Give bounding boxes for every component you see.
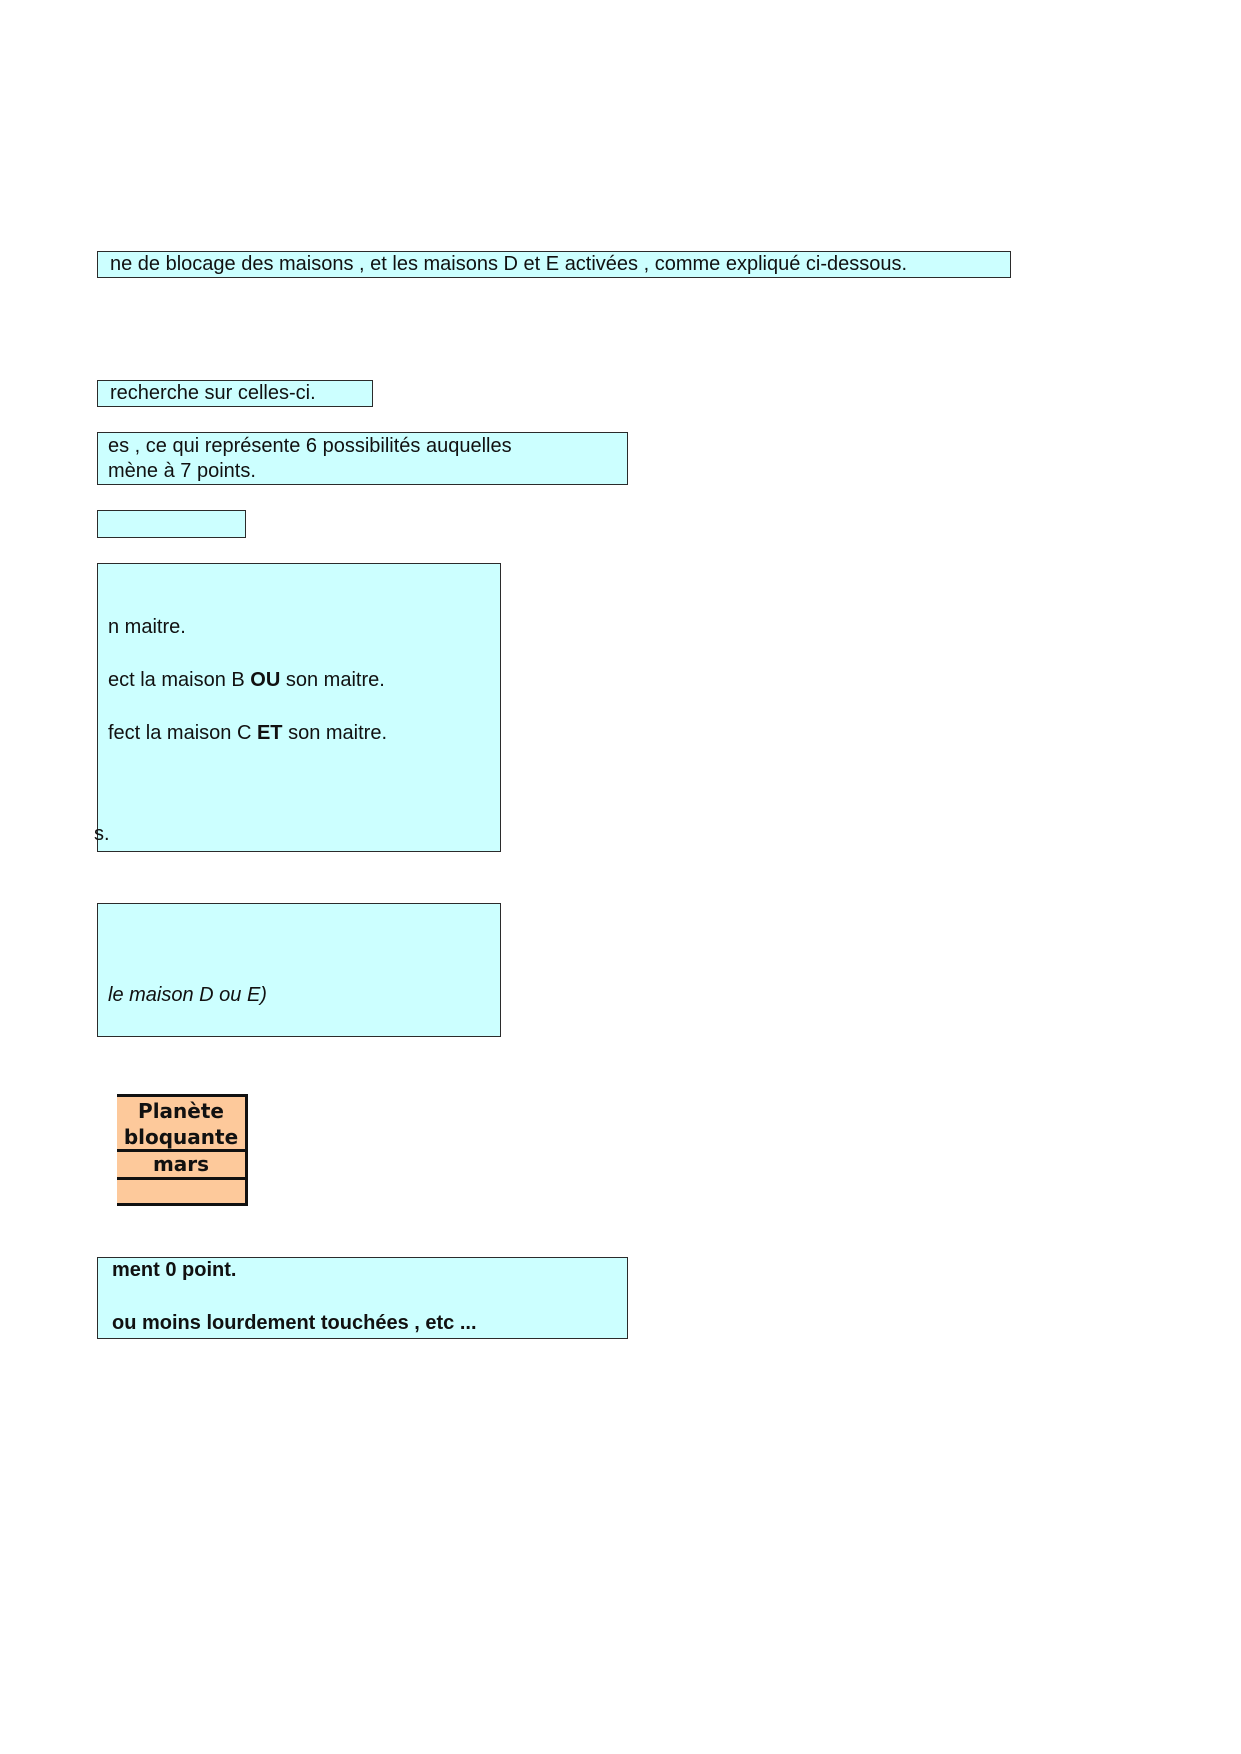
note-text: fect la maison C ET son maitre. bbox=[108, 722, 387, 744]
note-box-blocage bbox=[97, 251, 1011, 278]
note-text: ment 0 point. bbox=[112, 1259, 237, 1281]
note-box-conditions bbox=[94, 563, 501, 852]
table-header-line: Planète bbox=[138, 1099, 224, 1123]
note-box-empty bbox=[97, 510, 246, 538]
note-box-recherche bbox=[97, 380, 373, 407]
note-text: mène à 7 points. bbox=[108, 460, 256, 482]
note-text: le maison D ou E) bbox=[108, 984, 267, 1006]
table-cell-value[interactable]: mars bbox=[117, 1152, 248, 1180]
note-text: es , ce qui représente 6 possibilités auquelles bbox=[108, 435, 512, 457]
table-header-line: bloquante bbox=[123, 1125, 239, 1149]
note-text: ou moins lourdement touchées , etc ... bbox=[112, 1312, 477, 1334]
note-text: recherche sur celles-ci. bbox=[110, 382, 316, 404]
planete-bloquante-table bbox=[117, 1094, 248, 1206]
note-text: n maitre. bbox=[108, 616, 186, 638]
note-text: ect la maison B OU son maitre. bbox=[108, 669, 385, 691]
table-cell-empty[interactable] bbox=[117, 1180, 248, 1206]
note-box-maison-d-e bbox=[97, 903, 501, 1037]
note-box-points bbox=[97, 1257, 628, 1339]
sheet-visible-area bbox=[94, 0, 1241, 1754]
note-text: ne de blocage des maisons , et les maisons D et E activées , comme expliqué ci-dessous. bbox=[110, 253, 908, 275]
note-box-possibilites bbox=[97, 432, 628, 485]
table-header bbox=[117, 1094, 248, 1152]
note-text: s. bbox=[94, 823, 110, 845]
